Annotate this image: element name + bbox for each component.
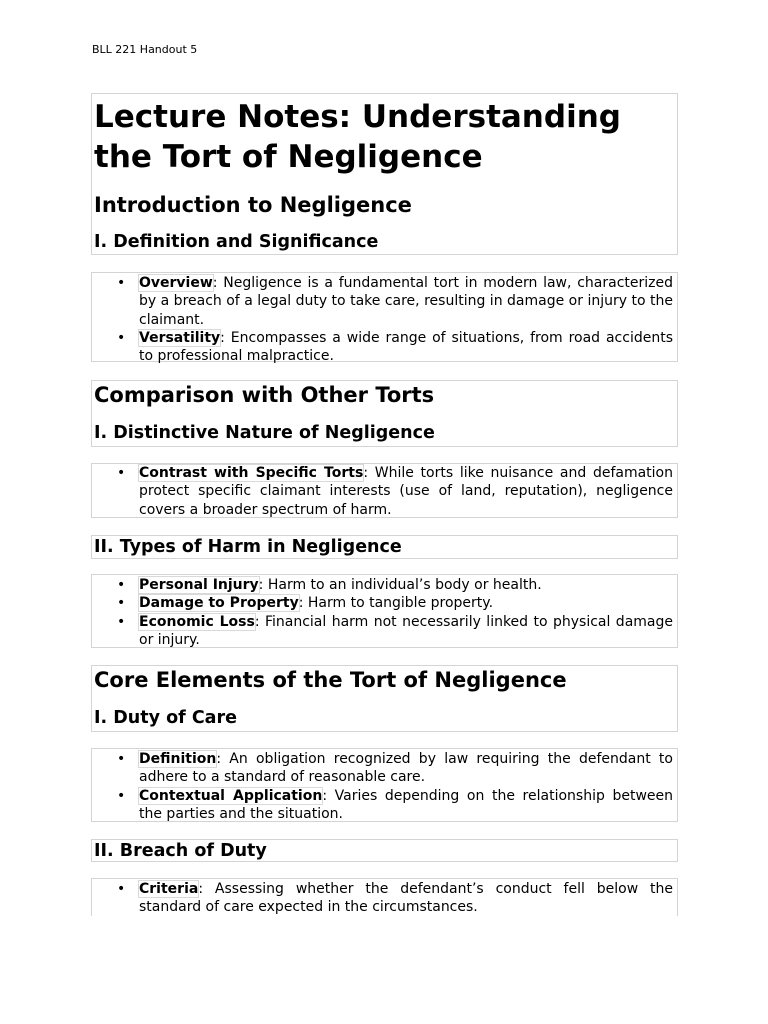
list-item-text: : Encompasses a wide range of situations, from road accidents to professional malpractice. xyxy=(139,329,673,365)
section-subheading: II. Types of Harm in Negligence xyxy=(94,537,402,557)
section-block xyxy=(91,380,678,447)
bullet-list xyxy=(92,274,677,365)
title-block xyxy=(91,93,678,255)
bullet-icon: • xyxy=(117,577,126,593)
bullet-list-block xyxy=(91,878,678,916)
section-heading: Comparison with Other Torts xyxy=(94,383,435,407)
list-item xyxy=(92,750,677,787)
list-item-text: : While torts like nuisance and defamation protect specific claimant interests (use of land, reputation), negligence covers a broader spectrum of harm. xyxy=(139,465,673,518)
bullet-list xyxy=(92,464,677,519)
list-item xyxy=(92,576,677,594)
page-title: Lecture Notes: Understanding the Tort of Negligence xyxy=(94,99,621,175)
bullet-icon: • xyxy=(117,613,126,630)
list-item xyxy=(92,464,677,519)
bullet-list xyxy=(92,576,677,649)
bullet-icon: • xyxy=(117,595,126,612)
subheading-block xyxy=(91,535,678,559)
bullet-icon: • xyxy=(117,751,126,767)
list-item-term: Damage to Property xyxy=(139,595,299,612)
bullet-icon: • xyxy=(117,787,126,804)
section-subheading: I. Definition and Significance xyxy=(94,232,379,252)
section-subheading: I. Distinctive Nature of Negligence xyxy=(94,423,435,443)
list-item-text: : Financial harm not necessarily linked to physical damage or injury. xyxy=(139,613,673,648)
list-item xyxy=(92,613,677,650)
list-item-text: : Harm to an individual’s body or health. xyxy=(258,577,542,593)
list-item-text: : An obligation recognized by law requiring the defendant to adhere to a standard of reasonable care. xyxy=(139,751,673,786)
bullet-list-block xyxy=(91,272,678,365)
list-item xyxy=(92,594,677,612)
list-item-text: : Assessing whether the defendant’s conduct fell below the standard of care expected in the circumstances. xyxy=(139,881,673,916)
list-item-text: : Negligence is a fundamental tort in modern law, characterized by a breach of a legal duty to take care, resulting in damage or injury to the claimant. xyxy=(139,275,673,328)
bullet-icon: • xyxy=(117,275,126,291)
list-item-term: Contextual Application xyxy=(139,787,323,804)
section-block xyxy=(91,665,678,732)
bullet-icon: • xyxy=(117,465,126,481)
section-heading: Introduction to Negligence xyxy=(94,193,412,217)
section-subheading: I. Duty of Care xyxy=(94,708,237,728)
list-item xyxy=(92,787,677,824)
list-item xyxy=(92,880,677,917)
bullet-list-block xyxy=(91,574,678,648)
list-item xyxy=(92,274,677,329)
bullet-list xyxy=(92,750,677,823)
list-item-term: Contrast with Specific Torts xyxy=(139,465,364,481)
list-item-term: Versatility xyxy=(139,329,221,346)
section-heading: Core Elements of the Tort of Negligence xyxy=(94,668,567,692)
list-item-term: Overview xyxy=(139,275,213,291)
bullet-icon: • xyxy=(117,881,126,897)
bullet-list-block xyxy=(91,463,678,518)
bullet-list xyxy=(92,880,677,917)
section-subheading: II. Breach of Duty xyxy=(94,841,267,861)
list-item-term: Criteria xyxy=(139,881,199,897)
subheading-block xyxy=(91,839,678,862)
list-item-text: : Varies depending on the relationship between the parties and the situation. xyxy=(139,787,673,822)
list-item xyxy=(92,329,677,366)
page-header: BLL 221 Handout 5 xyxy=(92,43,198,56)
bullet-icon: • xyxy=(117,329,126,346)
list-item-term: Economic Loss xyxy=(139,613,255,630)
bullet-list-block xyxy=(91,748,678,822)
list-item-term: Definition xyxy=(139,751,217,767)
list-item-text: : Harm to tangible property. xyxy=(298,595,494,612)
list-item-term: Personal Injury xyxy=(139,577,259,593)
